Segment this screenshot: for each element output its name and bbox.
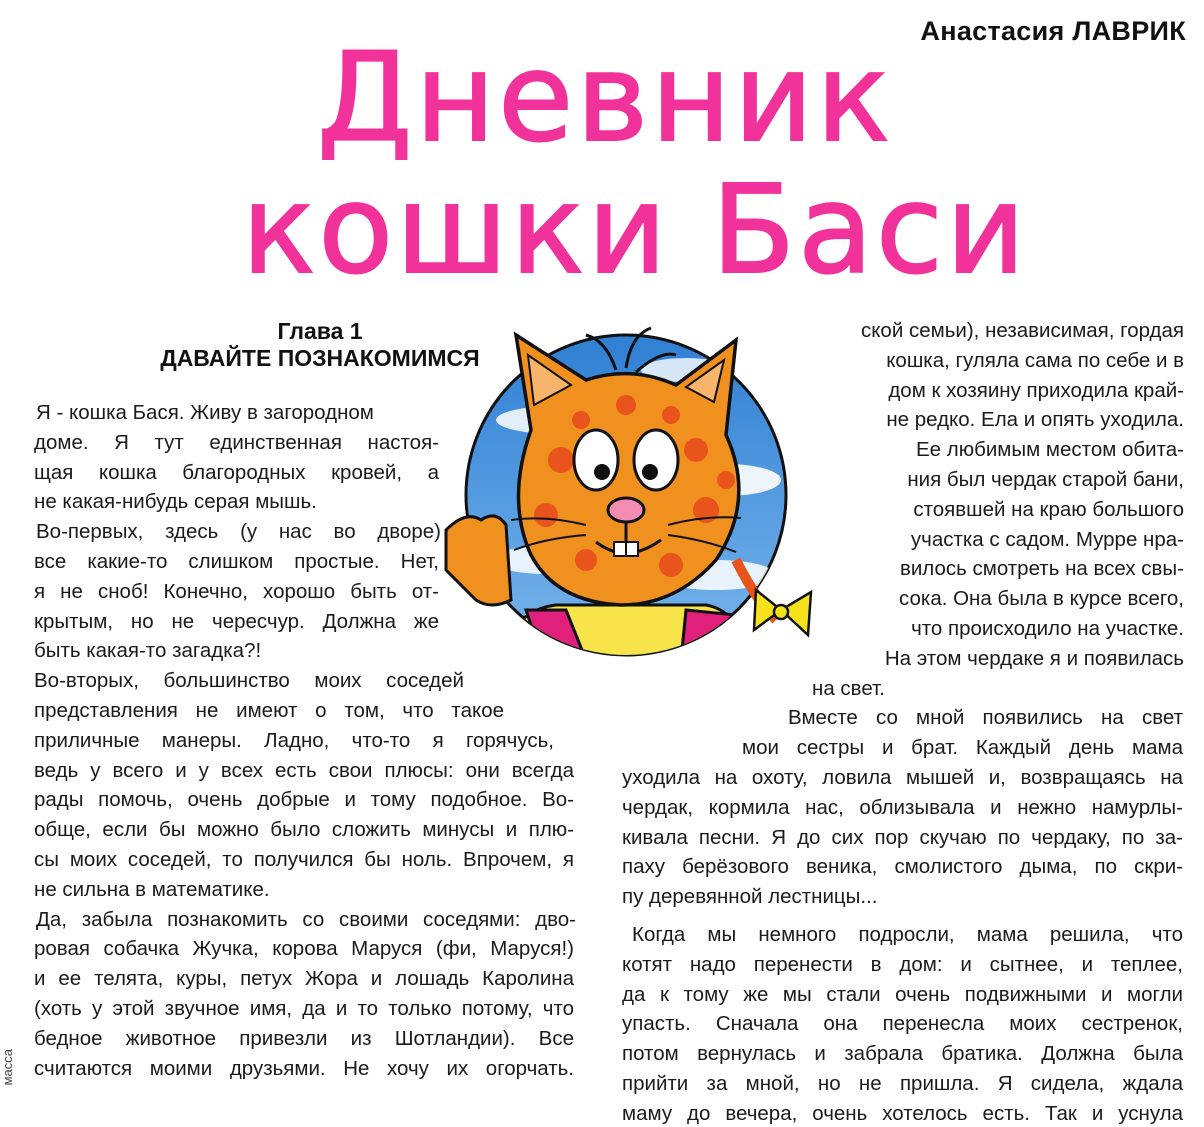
- right-text-line: упасть. Сначала она перенесла моих сестренок,: [622, 1012, 1183, 1036]
- bow-icon: [754, 590, 811, 635]
- left-text-line: доме. Я тут единственная настоя-: [34, 430, 439, 454]
- chapter-title: ДАВАЙТЕ ПОЗНАКОМИМСЯ: [160, 345, 480, 371]
- right-text-line: что происходило на участке.: [911, 617, 1184, 640]
- left-text-line: рады помочь, очень добрые и тому подобное. Во-: [34, 788, 574, 812]
- title-block: [0, 10, 1204, 310]
- left-text-line: Во-первых, здесь (у нас во дворе): [36, 520, 441, 544]
- right-text-line: участка с садом. Мурре нра-: [910, 527, 1184, 551]
- author-name: Анастасия ЛАВРИК: [920, 16, 1186, 46]
- right-text-line: потом вернулась и забрала братика. Должна была: [622, 1042, 1183, 1066]
- left-text-line: считаются моими друзьями. Не хочу их огорчать.: [34, 1056, 574, 1080]
- right-text-line: уходила на охоту, ловила мышей и, возвращаясь на: [622, 766, 1183, 789]
- right-text-line: Вместе со мной появились на свет: [788, 706, 1183, 730]
- right-text-line: Когда мы немного подросли, мама решила, что: [632, 923, 1183, 946]
- right-text-line: на свет.: [812, 676, 885, 700]
- right-text-line: чердак, кормила нас, облизывала и нежно намурлы-: [622, 795, 1183, 819]
- right-text-line: кошка, гуляла сама по себе и в: [886, 348, 1184, 372]
- left-text-line: крытым, но не чересчур. Должна же: [34, 609, 439, 633]
- left-text-line: не сильна в математике.: [34, 877, 270, 901]
- left-text-line: обще, если бы можно было сложить минусы и плю-: [34, 818, 574, 842]
- left-text-line: сы моих соседей, то получился бы ноль. Впрочем, я: [34, 848, 574, 871]
- left-text-line: я не сноб! Конечно, хорошо быть от-: [34, 579, 439, 603]
- right-text-line: На этом чердаке я и появилась: [884, 646, 1184, 670]
- left-text-line: приличные манеры. Ладно, что-то я горячусь,: [34, 728, 554, 752]
- left-text-line: не какая-нибудь серая мышь.: [34, 490, 317, 514]
- right-text-line: паху берёзового веника, смолистого дыма, по скри-: [622, 855, 1183, 879]
- chapter-label: Глава 1: [277, 318, 363, 344]
- right-text-line: пу деревянной лестницы...: [622, 885, 878, 909]
- left-text-line: ведь у всего и у всех есть свои плюсы: они всегда: [34, 758, 574, 782]
- right-text-line: мои сестры и брат. Каждый день мама: [742, 736, 1183, 760]
- left-text-line: Я - кошка Бася. Живу в загородном: [36, 401, 374, 424]
- title-line-2: кошки Баси: [241, 159, 1029, 301]
- right-text-line: стоявшей на краю большого: [913, 497, 1184, 521]
- left-text-line: быть какая-то загадка?!: [34, 639, 262, 663]
- cat-basya-illustration: [436, 310, 821, 700]
- left-text-line: ровая собачка Жучка, корова Маруся (фи, Маруся!): [34, 937, 574, 961]
- title-line-1: Дневник: [317, 27, 893, 169]
- right-text-line: вилось смотреть на всех свы-: [899, 557, 1184, 581]
- left-text-line: и ее телята, куры, петух Жора и лошадь Каролина: [34, 967, 574, 991]
- left-text-line: Во-вторых, большинство моих соседей: [34, 669, 464, 693]
- left-text-line: все какие-то слишком простые. Нет,: [34, 550, 439, 573]
- right-text-line: котят надо перенести в дом: и сытнее, и теплее,: [622, 952, 1183, 976]
- right-text-line: Ее любимым местом обита-: [916, 438, 1184, 462]
- right-text-line: маму до вечера, очень хотелось есть. Так и уснула: [622, 1101, 1183, 1125]
- left-text-line: представления не имеют о том, что такое: [34, 699, 504, 722]
- right-text-line: ской семьи), независимая, гордая: [860, 319, 1184, 342]
- side-credit: масса: [0, 1048, 15, 1085]
- left-text-line: бедное животное привезли из Шотландии). Все: [34, 1026, 574, 1050]
- right-text-line: сока. Она была в курсе всего,: [899, 587, 1184, 611]
- right-text-line: дом к хозяину приходила край-: [888, 378, 1184, 402]
- right-text-line: прийти за мной, но не пришла. Я сидела, ждала: [622, 1072, 1183, 1095]
- right-text-line: ния был чердак старой бани,: [907, 468, 1184, 491]
- left-text-line: (хоть у этой звучное имя, да и то только потому, что: [34, 997, 574, 1020]
- right-text-line: кивала песни. Я до сих пор скучаю по чердаку, по за-: [622, 825, 1183, 849]
- right-text-line: не редко. Ела и опять уходила.: [886, 408, 1184, 432]
- left-text-line: щая кошка благородных кровей, а: [34, 460, 439, 484]
- left-text-line: Да, забыла познакомить со своими соседями: дво-: [36, 907, 576, 931]
- right-text-line: да к тому же мы стали очень подвижными и могли: [622, 982, 1183, 1006]
